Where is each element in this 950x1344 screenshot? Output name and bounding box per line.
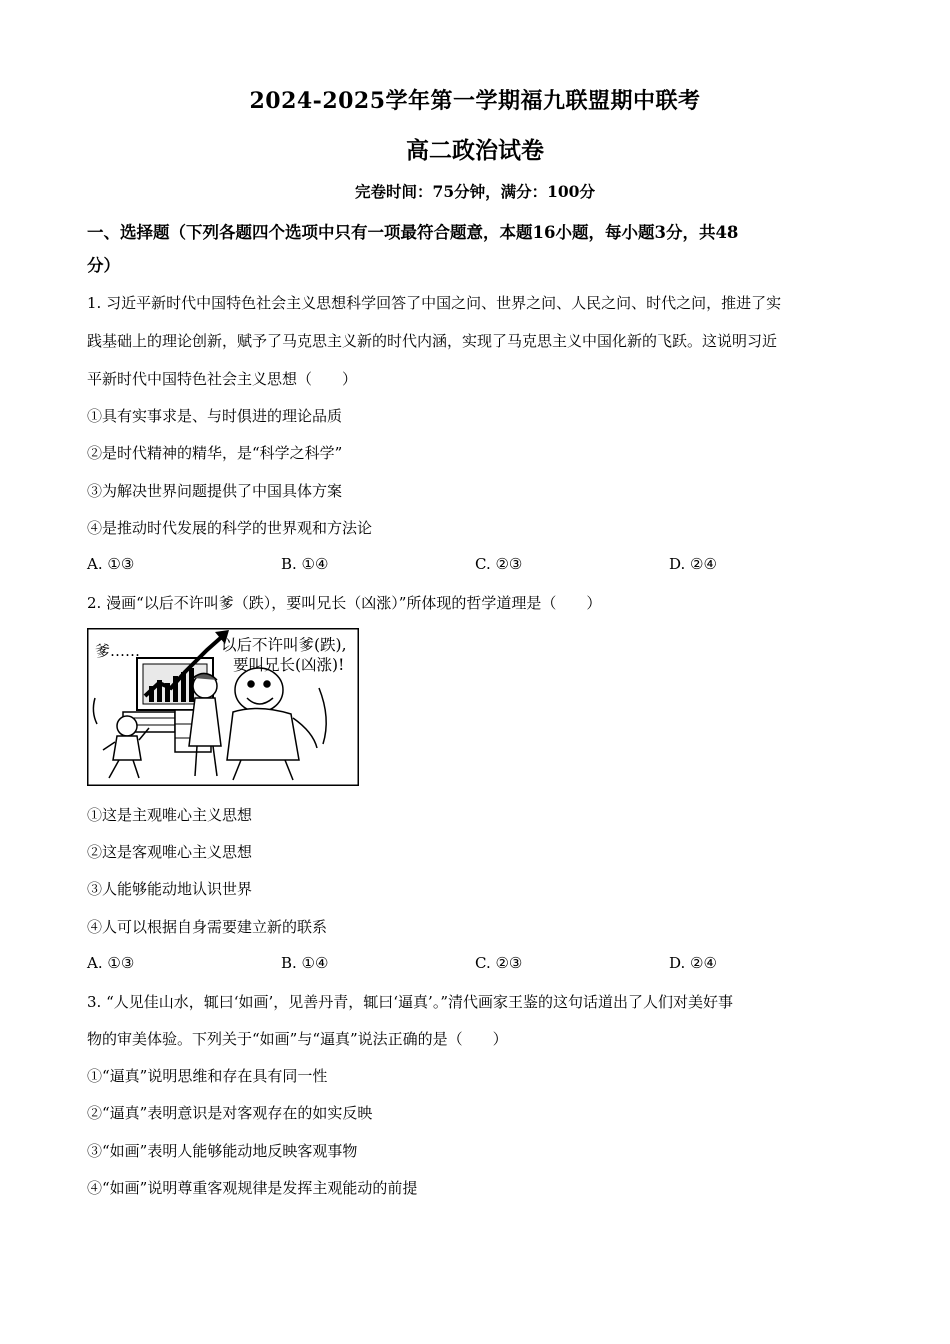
q2-item-2: ②这是客观唯心主义思想 (87, 843, 253, 861)
q3-item-1: ①“逼真”说明思维和存在具有同一性 (87, 1067, 328, 1085)
speech-right-line1: 以后不许叫爹(跌), (221, 636, 347, 654)
q2-choice-b: B. ①④ (281, 954, 329, 972)
q1-item-3: ③为解决世界问题提供了中国具体方案 (87, 482, 343, 500)
section-heading-line1: 一、选择题（下列各题四个选项中只有一项最符合题意，本题16小题，每小题3分，共48 (87, 223, 739, 242)
q2-item-4: ④人可以根据自身需要建立新的联系 (87, 918, 328, 936)
q2-choice-c: C. ②③ (475, 954, 523, 972)
speech-left: 爹…… (95, 642, 141, 660)
exam-title: 2024-2025学年第一学期福九联盟期中联考 (249, 88, 701, 114)
q1-item-4: ④是推动时代发展的科学的世界观和方法论 (87, 519, 373, 537)
q3-stem-line2: 物的审美体验。下列关于“如画”与“逼真”说法正确的是（ ） (87, 1030, 508, 1048)
q1-choice-d: D. ②④ (669, 555, 717, 573)
q1-choice-b: B. ①④ (281, 555, 329, 573)
q3-item-4: ④“如画”说明尊重客观规律是发挥主观能动的前提 (87, 1179, 418, 1197)
q1-stem-line3: 平新时代中国特色社会主义思想（ ） (87, 370, 358, 388)
q1-stem-line2: 践基础上的理论创新，赋予了马克思主义新的时代内涵，实现了马克思主义中国化新的飞跃。这说明习近 (87, 332, 778, 350)
section-heading-line2: 分） (87, 256, 120, 275)
q2-stem: 2. 漫画“以后不许叫爹（跌），要叫兄长（凶涨）”所体现的哲学道理是（ ） (87, 594, 602, 612)
q2-choice-a: A. ①③ (87, 954, 135, 972)
q1-item-2: ②是时代精神的精华，是“科学之科学” (87, 444, 343, 462)
q2-item-3: ③人能够能动地认识世界 (87, 880, 253, 898)
q1-choice-a: A. ①③ (87, 555, 135, 573)
q3-item-3: ③“如画”表明人能够能动地反映客观事物 (87, 1142, 358, 1160)
q1-item-1: ①具有实事求是、与时俱进的理论品质 (87, 407, 343, 425)
q3-item-2: ②“逼真”表明意识是对客观存在的如实反映 (87, 1104, 373, 1122)
q1-stem-line1: 1. 习近平新时代中国特色社会主义思想科学回答了中国之问、世界之问、人民之问、时代之问，推进了实 (87, 294, 782, 312)
time-score-info: 完卷时间：75分钟，满分：100分 (355, 182, 595, 201)
q2-choice-d: D. ②④ (669, 954, 717, 972)
q1-choice-c: C. ②③ (475, 555, 523, 573)
section-heading (87, 216, 877, 282)
q2-item-1: ①这是主观唯心主义思想 (87, 806, 253, 824)
speech-right-line2: 要叫兄长(凶涨)! (233, 656, 345, 674)
subject-title: 高二政治试卷 (406, 137, 544, 164)
stock-cartoon-image (87, 628, 359, 786)
q3-stem-line1: 3. “人见佳山水，辄曰‘如画’，见善丹青，辄曰‘逼真’。”清代画家王鉴的这句话道出了人们对美好事 (87, 993, 733, 1011)
